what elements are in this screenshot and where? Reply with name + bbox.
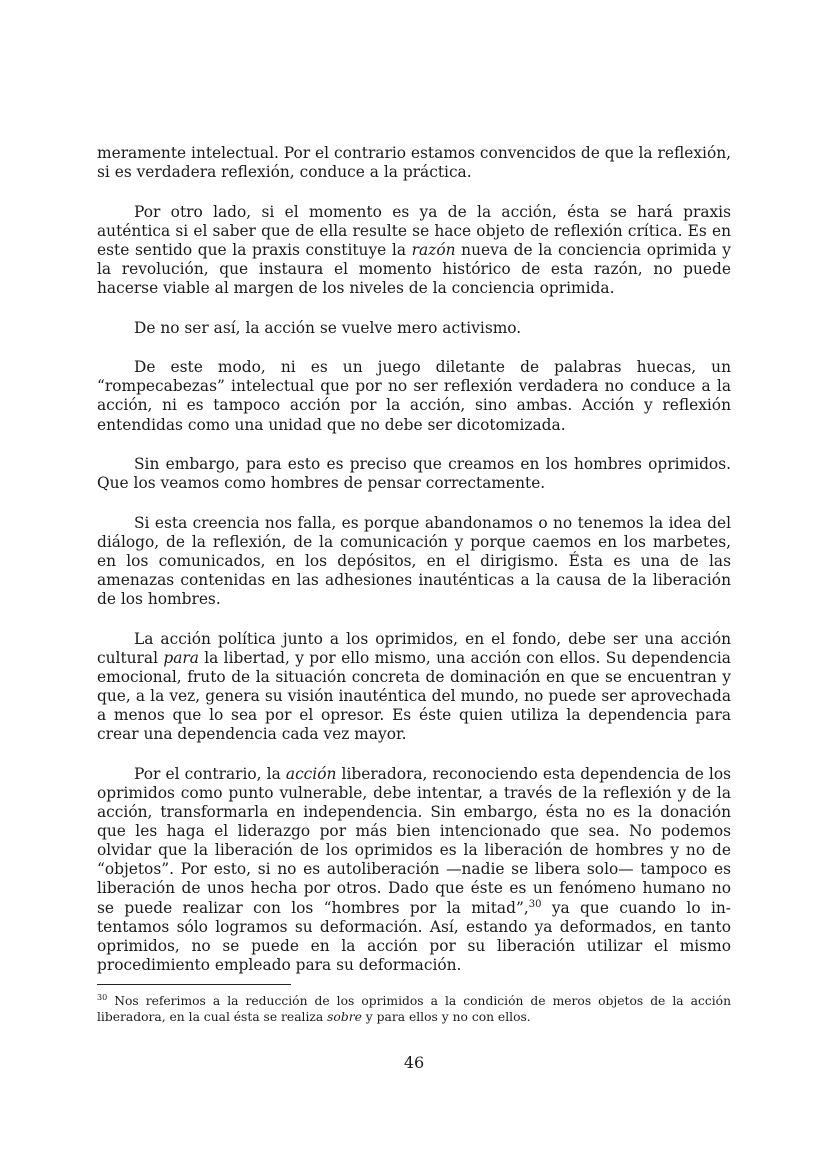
paragraph-2 bbox=[97, 203, 731, 298]
paragraph-text: Por otro lado, si el momento es ya de la acción, ésta se hará praxis auténtica si el saber que de ella resulte se hace objeto de reflexión crítica. Es en este sentido que la praxis constituye la bbox=[97, 202, 731, 259]
paragraph-text: la libertad, y por ello mismo, una acción con ellos. Su dependencia emocional, fruto de la situación concreta de dominación en que se encuentran y que, a la vez, genera su visión inauténtica del mundo, no puede ser aprovechada a menos que lo sea por el opresor. Es éste quien utiliza la dependencia para crear una dependencia cada vez mayor. bbox=[97, 648, 731, 744]
paragraph-3 bbox=[97, 319, 731, 338]
footnote-emphasis: sobre bbox=[327, 1010, 362, 1025]
paragraph-text: Sin embargo, para esto es preciso que creamos en los hombres oprimidos. Que los veamos como hombres de pensar correctamente. bbox=[97, 455, 731, 493]
emphasis-text: razón bbox=[411, 240, 456, 259]
paragraph-4 bbox=[97, 358, 731, 434]
footnote-reference[interactable]: 30 bbox=[528, 898, 542, 910]
paragraph-text: meramente intelectual. Por el contrario estamos convencidos de que la reflexión, si es verdadera reflexión, conduce a la práctica. bbox=[97, 144, 732, 182]
paragraph-7 bbox=[97, 630, 731, 745]
paragraph-text: nueva de la conciencia oprimida y la revolución, que instaura el momento histórico de esta razón, no puede hacerse viable al margen de los niveles de la conciencia oprimida. bbox=[97, 240, 731, 298]
paragraph-text: Por el contrario, la bbox=[134, 764, 286, 783]
footnote-text: Nos referimos a la reducción de los oprimidos a la condición de meros objetos de la acción liberadora, en la cual ésta se realiza bbox=[97, 994, 731, 1025]
document-body bbox=[97, 144, 731, 995]
paragraph-text: ya que cuando lo in-tentamos sólo logramos su deformación. Así, estando ya deformados, en tanto oprimidos, no se puede en la acción por su liberación utilizar el mismo procedimiento empleado para su deformación. bbox=[97, 898, 731, 974]
paragraph-8 bbox=[97, 765, 731, 975]
emphasis-text: acción bbox=[285, 764, 337, 783]
footnote-text: y para ellos y no con ellos. bbox=[361, 1010, 531, 1025]
footnote-divider bbox=[97, 984, 291, 985]
paragraph-text: De no ser así, la acción se vuelve mero activismo. bbox=[134, 318, 522, 337]
paragraph-5 bbox=[97, 455, 731, 493]
paragraph-text: La acción política junto a los oprimidos, en el fondo, debe ser una acción cultural bbox=[97, 629, 731, 667]
paragraph-text: liberadora, reconociendo esta dependencia de los oprimidos como punto vulnerable, debe intentar, a través de la reflexión y de la acción, transformarla en independencia. Sin embargo, ésta no es la donación que les haga el liderazgo por más bien intencionado que sea. No podemos olvidar que la liberación de los oprimidos es la liberación de hombres y no de “objetos”. Por esto, si no es autoliberación —nadie se libera solo— tampoco es liberación de unos hecha por otros. Dado que éste es un fenómeno humano no se puede realizar con los “hombres por la mitad”, bbox=[97, 764, 731, 917]
page-number: 46 bbox=[403, 1053, 425, 1072]
paragraph-text: Si esta creencia nos falla, es porque abandonamos o no tenemos la idea del diálogo, de la reflexión, de la comunicación y porque caemos en los marbetes, en los comunicados, en los depósitos, en el dirigismo. Ésta es una de las amenazas contenidas en las adhesiones inauténticas a la causa de la liberación de los hombres. bbox=[97, 513, 731, 609]
footnote bbox=[97, 993, 731, 1025]
emphasis-text: para bbox=[163, 648, 199, 667]
paragraph-6 bbox=[97, 514, 731, 609]
paragraph-text: De este modo, ni es un juego diletante de palabras huecas, un “rompecabezas” intelectual que por no ser reflexión verdadera no conduce a la acción, ni es tampoco acción por la acción, sino ambas. Acción y reflexión entendidas como una unidad que no debe ser dicotomizada. bbox=[97, 358, 731, 434]
paragraph-1 bbox=[97, 144, 731, 182]
footnote-number: 30 bbox=[97, 992, 108, 1002]
